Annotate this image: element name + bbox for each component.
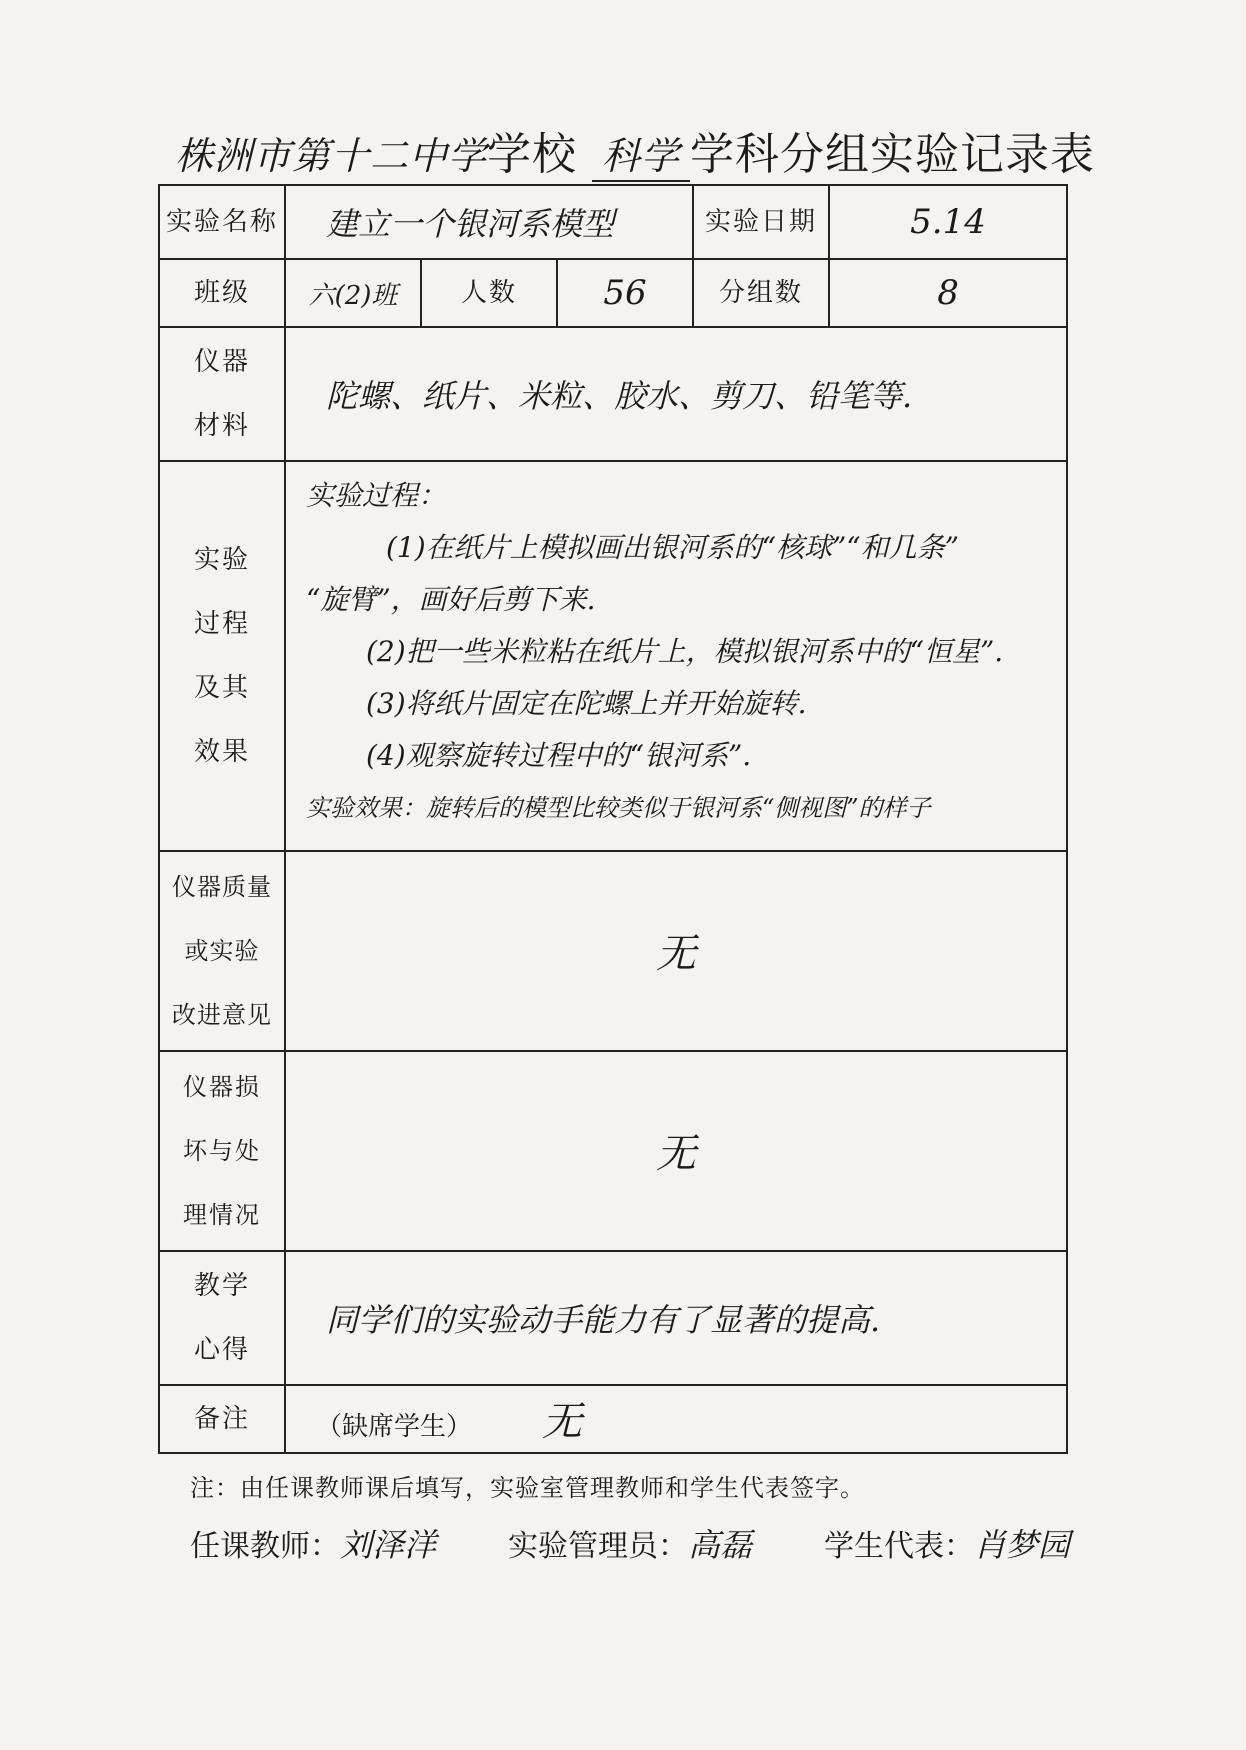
remark-value [285, 1385, 1067, 1453]
process-step: (3)将纸片固定在陀螺上并开始旋转. [366, 687, 807, 721]
damage-label-line: 坏与处 [183, 1136, 261, 1165]
signature-row [190, 1520, 1070, 1566]
subject-field: 科学 [592, 125, 690, 182]
title-suffix: 学科分组实验记录表 [690, 129, 1096, 180]
process-label-line: 及其 [193, 673, 250, 704]
reflection-label-line: 教学 [193, 1270, 250, 1301]
feedback-value: 无 [285, 851, 1067, 1051]
feedback-label-line: 改进意见 [172, 1000, 272, 1029]
teacher-signature-block [190, 1520, 436, 1566]
experiment-name-value: 建立一个银河系模型 [285, 185, 693, 259]
process-step: (2)把一些米粒粘在纸片上，模拟银河系中的“恒星”. [366, 635, 1004, 669]
process-value [285, 461, 1067, 851]
reflection-label [159, 1251, 285, 1385]
headcount-value: 56 [557, 259, 693, 327]
remark-label: 备注 [159, 1385, 285, 1453]
reflection-label-line: 心得 [193, 1334, 250, 1365]
materials-label-line: 材料 [193, 411, 250, 442]
group-count-label: 分组数 [693, 259, 829, 327]
process-result: 实验效果：旋转后的模型比较类似于银河系“侧视图”的样子 [306, 794, 931, 823]
process-step: “旋臂”，画好后剪下来. [306, 583, 596, 617]
damage-label-line: 仪器损 [183, 1072, 261, 1101]
feedback-label [159, 851, 285, 1051]
materials-label-line: 仪器 [193, 347, 250, 378]
class-label: 班级 [159, 259, 285, 327]
footer-note: 注：由任课教师课后填写，实验室管理教师和学生代表签字。 [190, 1474, 865, 1502]
student-rep-label: 学生代表： [823, 1529, 974, 1564]
reflection-value: 同学们的实验动手能力有了显著的提高. [285, 1251, 1067, 1385]
experiment-date-value: 5.14 [829, 185, 1067, 259]
lab-admin-label: 实验管理员： [507, 1529, 688, 1564]
student-rep-signature: 肖梦园 [973, 1526, 1070, 1564]
lab-admin-signature-block [508, 1520, 752, 1566]
class-value: 六(2)班 [285, 259, 421, 327]
process-step: (1)在纸片上模拟画出银河系的“核球”“和几条” [386, 531, 959, 565]
process-label-line: 效果 [193, 737, 250, 768]
group-count-value: 8 [829, 259, 1067, 327]
damage-label-line: 理情况 [183, 1200, 261, 1229]
absent-label: （缺席学生） [316, 1412, 473, 1443]
school-name: 株洲市第十二中学 [175, 134, 488, 178]
record-table [158, 184, 1068, 1454]
teacher-label: 任课教师： [190, 1529, 340, 1564]
student-rep-signature-block [824, 1520, 1070, 1566]
process-heading: 实验过程： [306, 479, 447, 513]
process-step: (4)观察旋转过程中的“银河系”. [366, 739, 752, 773]
experiment-name-label: 实验名称 [159, 185, 285, 259]
materials-label [159, 327, 285, 461]
process-label-line: 实验 [193, 545, 250, 576]
damage-value: 无 [285, 1051, 1067, 1251]
feedback-label-line: 或实验 [184, 936, 260, 965]
materials-value: 陀螺、纸片、米粒、胶水、剪刀、铅笔等. [285, 327, 1067, 461]
lab-admin-signature: 高磊 [687, 1526, 752, 1564]
damage-label [159, 1051, 285, 1251]
headcount-label: 人数 [421, 259, 557, 327]
school-suffix: 学校 [487, 129, 578, 180]
process-label-line: 过程 [193, 609, 250, 640]
form-title [175, 118, 1096, 182]
experiment-date-label: 实验日期 [693, 185, 829, 259]
process-label [159, 461, 285, 851]
absent-value: 无 [542, 1399, 583, 1446]
feedback-label-line: 仪器质量 [172, 872, 272, 901]
teacher-signature: 刘泽洋 [340, 1526, 437, 1564]
